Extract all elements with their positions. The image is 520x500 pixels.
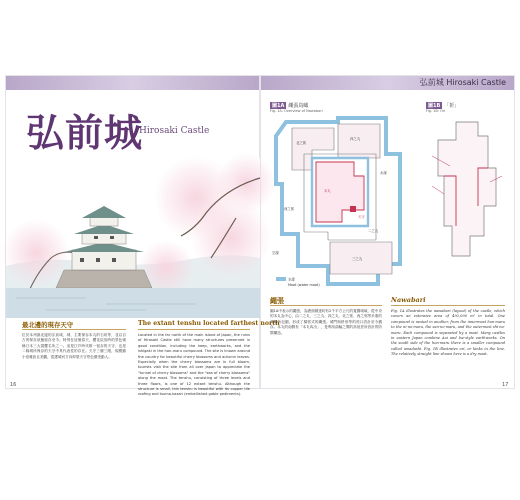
- heading-rule-right-en: [391, 305, 505, 306]
- heading-rule-right-jp: [270, 305, 382, 306]
- heading-rule-en: [138, 329, 250, 330]
- heading-rule-jp: [22, 329, 126, 330]
- section-label: 弘前城 Hirosaki Castle: [419, 78, 506, 87]
- figure-1a-caption: Fig. 1A: Overview of Nawabari: [270, 109, 323, 113]
- figure-1a-title: 繩張鳥瞰: [288, 103, 309, 109]
- body-text-jp: 位於本州最北邊的弘前城，城、主要保存本丸的石垣等，並以自古的保存狀態留存至今。特別在這個春天，櫻花綻放時的景色號稱日本三大賞櫻名所之一。這是江戶時代唯一留存的天守，也是二條城所保存的天守中具代表性的存在。天守三層三階，規模雖小但雅致且美觀，從護城河方向仰望天守景色優美動人。: [22, 333, 126, 359]
- label-kita-no-kuruwa: 北之郭: [296, 141, 307, 145]
- nawabari-map: [268, 114, 424, 292]
- figure-1a-badge: 圖1A: [272, 103, 285, 109]
- figure-1b-header: [426, 102, 459, 109]
- section-heading-nawabari-en: Nawabari: [391, 296, 426, 304]
- figure-1a-header: [270, 102, 308, 109]
- legend-label-en: Moat (water moat): [288, 283, 320, 287]
- page-title-english: Hirosaki Castle: [139, 126, 210, 136]
- label-shi-no-maru: 四之丸: [350, 137, 361, 141]
- label-nishi-no-kuruwa: 西之郭: [284, 207, 295, 211]
- label-san-no-maru: 三之丸: [352, 257, 363, 261]
- figure-1b-caption: Fig. 1B: Ori: [426, 109, 446, 113]
- section-heading-nawabari-jp: 繩張: [270, 297, 284, 305]
- label-tenshu: 天守: [358, 215, 365, 219]
- label-ni-no-maru: 二之丸: [368, 229, 379, 233]
- legend-swatch: [276, 277, 286, 281]
- figure-1b-badge: 圖1B: [428, 103, 441, 109]
- section-heading-en: The extant tenshu located farthest north: [138, 320, 280, 327]
- page-number-right: 17: [502, 382, 509, 388]
- label-water-moat: 水濠: [380, 171, 387, 175]
- label-hon-maru: 本丸: [324, 189, 331, 193]
- tenshu-marker: [350, 206, 356, 212]
- castle-watercolor-illustration: [6, 158, 260, 318]
- page-title: 弘前城: [26, 110, 144, 155]
- header-band-right: [260, 76, 514, 90]
- figure-1b-title: 「折」: [444, 103, 460, 109]
- section-heading-jp: 最北邊的現存天守: [22, 321, 74, 329]
- page-number-left: 16: [10, 382, 17, 388]
- legend-label-jp: 水濠: [288, 277, 295, 282]
- header-band-left: [6, 76, 260, 90]
- body-text-en: Located in the far north of the main island of Japan, the ruins of Hirosaki Castle still have many structures preserved in good condition, including the keep, earthworks, and the ishigaki in the hon-maru compound. The site is known around the country for beautiful cherry blossoms and autumn leaves. Especially when the cherry blossoms are in full bloom, tourists visit the site from all over Japan to appreciate the "tunnel of cherry blossoms" and the "sea of cherry blossoms" along the moat. The tenshu, consisting of three levels and three floors, is one of 12 extant tenshu. Although the structure is small, this tenshu is beautiful with its copper tile roofing and tsuma-kazari (embellished gable pediments).: [138, 333, 250, 397]
- label-dry-moat: 空濠: [272, 251, 279, 255]
- nawabari-body-jp: 圖1A中表示的繩張，為總面積達約有2千平方公尺的寬闊城域，從中央的本丸為中心，由二之丸、三之丸、四之丸、北之郭、西之郭等多重的曲輪所包圍，形成了梯郭式的縄張。城門與枡形等的虎口設計至今猶存。本丸的南側有「本丸馬出」，是利用曲輪之間的高低差所設計的防禦構造。: [270, 309, 382, 335]
- book-spread: [6, 76, 514, 397]
- ori-diagram: [426, 116, 510, 266]
- nawabari-body-en: Fig. 1A illustrates the nawabari (layout) of the castle, which covers an extensive area of 492,000 m² in total. One compound is nested in another, from the innermost hon-maru to the ni-no-maru, the san-no-maru, and the outermost shi-no-maru. Each compound is separated by a moat. Many castles in eastern Japan combine Aoi and Ise-style earthworks. On the south side of the hon-maru there is a smaller compound called umadashi. Fig. 1B illustrates ori, or kinks in the line. The relatively straight line shown here is a dry moat.: [391, 309, 505, 357]
